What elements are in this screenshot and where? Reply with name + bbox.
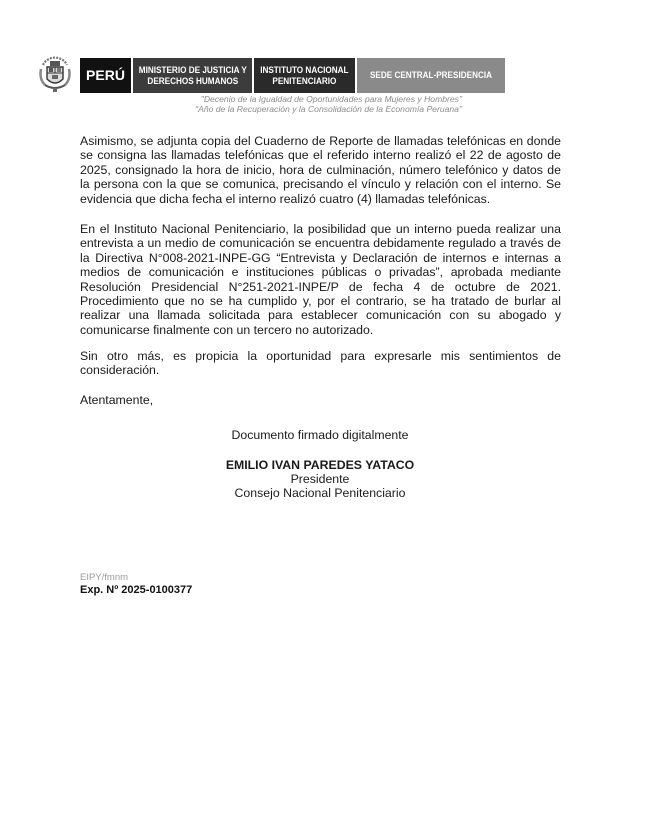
paragraph-farewell: Sin otro más, es propicia la oportunidad para expresarle mis sentimientos de consideración. [80, 349, 561, 378]
digital-signature-note: Documento firmado digitalmente [231, 428, 409, 442]
reference-initials: EIPY/fmnm [80, 572, 129, 583]
peru-banner [80, 58, 131, 93]
instituto-line2: PENITENCIARIO [272, 75, 337, 87]
sede-banner [357, 58, 505, 93]
signatory-organization: Consejo Nacional Penitenciario [234, 486, 406, 500]
ministerio-line2: DERECHOS HUMANOS [147, 75, 238, 87]
ministerio-line1: MINISTERIO DE JUSTICIA Y [138, 64, 247, 76]
signatory-title: Presidente [290, 472, 350, 486]
instituto-banner [254, 58, 355, 93]
motto-anio: "Año de la Recuperación y la Consolidación de la Economía Peruana" [195, 103, 462, 114]
signatory-name: EMILIO IVAN PAREDES YATACO [225, 458, 415, 472]
instituto-line1: INSTITUTO NACIONAL [260, 64, 349, 76]
ministerio-banner [133, 58, 252, 93]
sede-label: SEDE CENTRAL-PRESIDENCIA [369, 70, 493, 81]
expediente-number: Exp. Nº 2025-0100377 [80, 584, 193, 596]
motto-decenio: "Decenio de la Igualdad de Oportunidades para Mujeres y Hombres" [200, 94, 462, 104]
peru-coat-of-arms-icon [37, 55, 73, 95]
paragraph-directive: En el Instituto Nacional Penitenciario, la posibilidad que un interno pueda realizar una entrevista a un medio de comunicación se encuentra debidamente regulado a través de la Directiva N°008-2021-INPE-GG “Entrevista y Declaración de internos e internas a medios de comunicación e instituciones públicas o privadas”, aprobada mediante Resolución Presidencial N°251-2021-INPE/P de fecha 4 de octubre de 2021. Procedimiento que no se ha cumplido y, por el contrario, se ha tratado de burlar al realizar una llamada solicitada para establecer comunicación con su abogado y comunicarse finalmente con un tercero no autorizado. [80, 222, 561, 337]
peru-label: PERÚ [86, 67, 125, 83]
paragraph-report: Asimismo, se adjunta copia del Cuaderno de Reporte de llamadas telefónicas en donde se consigna las llamadas telefónicas que el referido interno realizó el 22 de agosto de 2025, consignado la hora de inicio, hora de culminación, número telefónico y datos de la persona con la que se comunica, precisando el vínculo y relación con el interno. Se evidencia que dicha fecha el interno realizó cuatro (4) llamadas telefónicas. [80, 134, 561, 206]
mottos [0, 95, 462, 114]
closing: Atentamente, [80, 393, 154, 407]
letterhead [0, 0, 656, 120]
